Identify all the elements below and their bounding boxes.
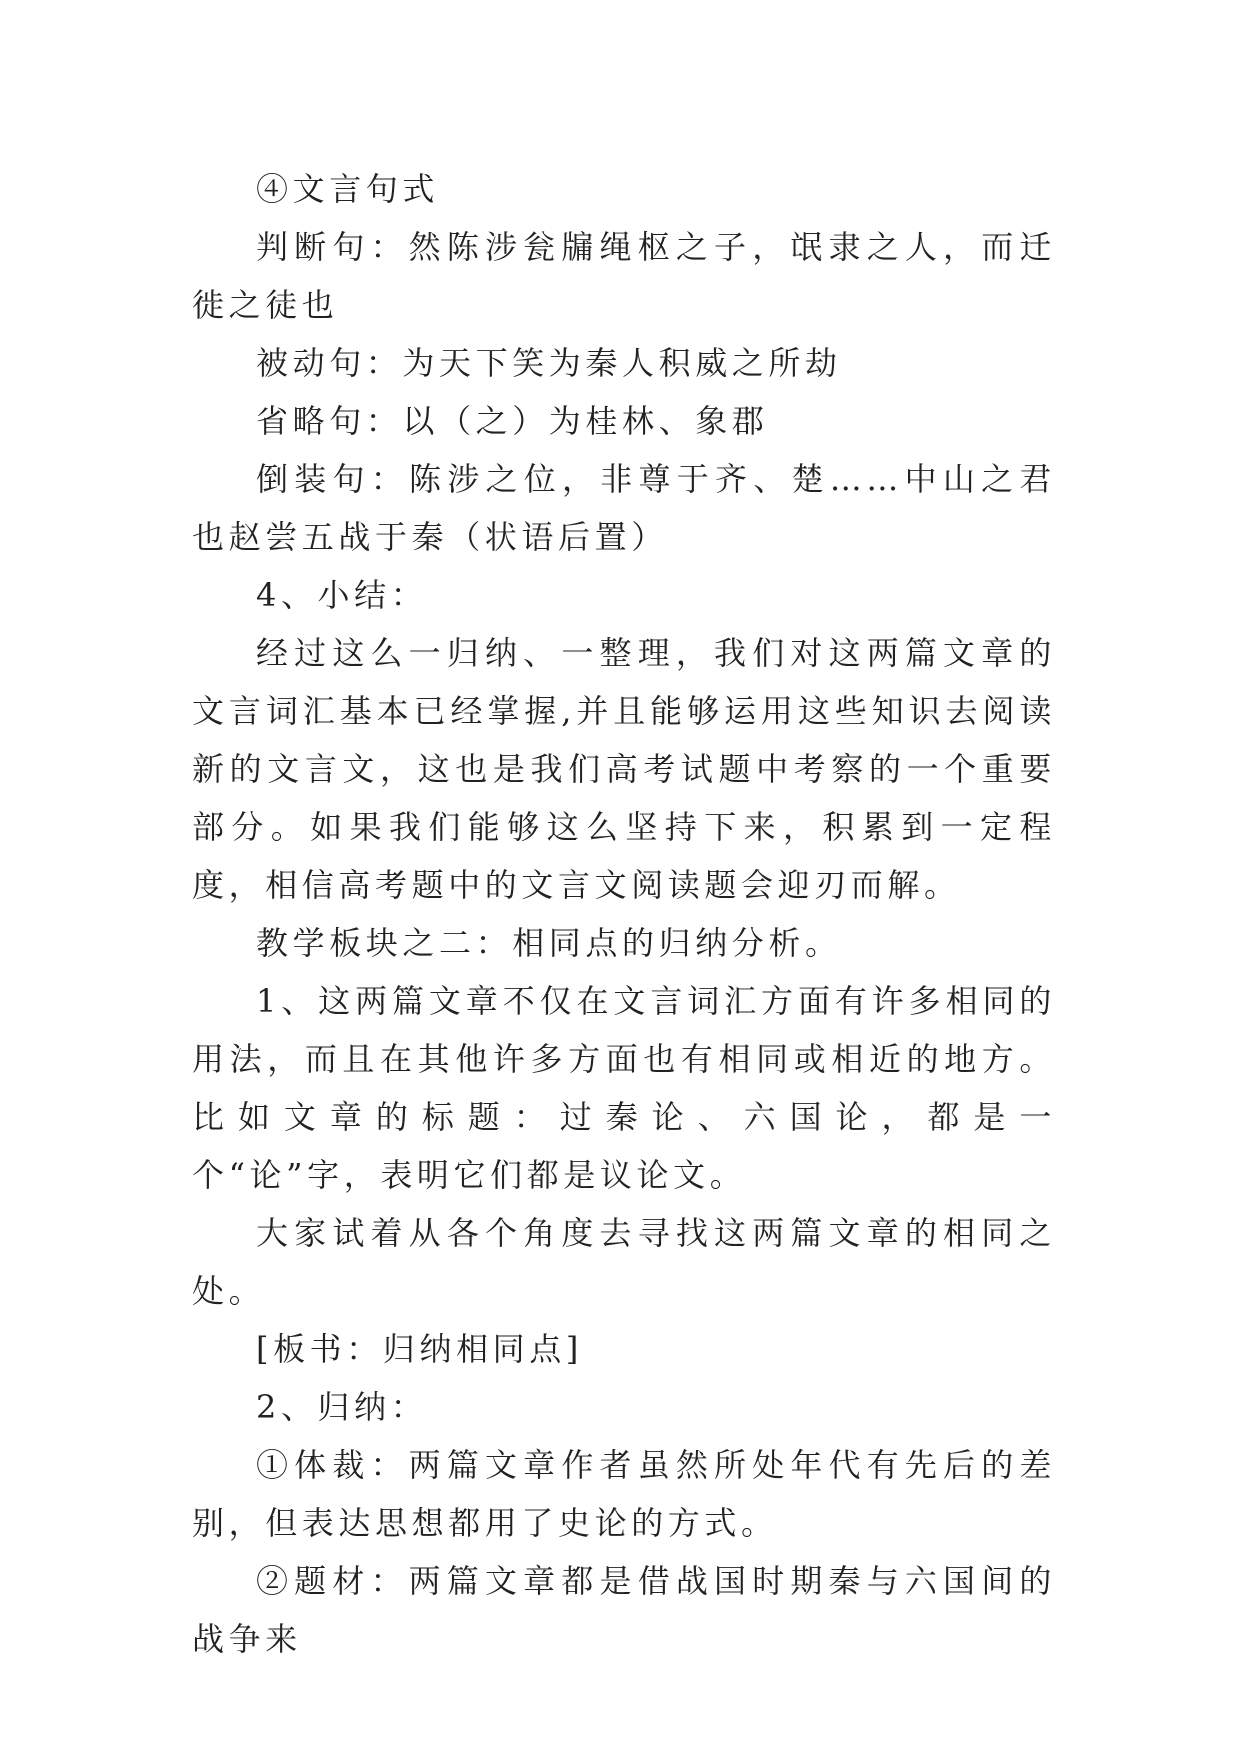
paragraph-genre: ①体裁：两篇文章作者虽然所处年代有先后的差别，但表达思想都用了史论的方式。: [192, 1446, 1056, 1542]
paragraph-teaching-section-two: 教学板块之二：相同点的归纳分析。: [256, 924, 842, 962]
paragraph-elliptical-sentence: 省略句：以（之）为桂林、象郡: [256, 402, 769, 440]
paragraph-subject-matter: ②题材：两篇文章都是借战国时期秦与六国间的战争来: [192, 1562, 1056, 1658]
paragraph-find-similarities: 大家试着从各个角度去寻找这两篇文章的相同之处。: [192, 1214, 1056, 1310]
paragraph-summary-heading: 4、小结：: [256, 576, 428, 614]
paragraph-point-one: 1、这两篇文章不仅在文言词汇方面有许多相同的用法，而且在其他许多方面也有相同或相近的地方。比如文章的标题：过秦论、六国论，都是一个“论”字，表明它们都是议论文。: [192, 982, 1056, 1194]
paragraph-conclusion-heading: 2、归纳：: [256, 1388, 428, 1426]
paragraph-passive-sentence: 被动句：为天下笑为秦人积威之所劫: [256, 344, 842, 382]
paragraph-inverted-sentence: 倒装句：陈涉之位，非尊于齐、楚……中山之君也赵尝五战于秦（状语后置）: [192, 460, 1056, 556]
document-body: [192, 160, 1056, 1668]
paragraph-sentence-patterns-heading: ④文言句式: [256, 170, 440, 208]
paragraph-summary-body: 经过这么一归纳、一整理，我们对这两篇文章的文言词汇基本已经掌握,并且能够运用这些知识去阅读新的文言文，这也是我们高考试题中考察的一个重要部分。如果我们能够这么坚持下来，积累到一定程度，相信高考题中的文言文阅读题会迎刃而解。: [192, 634, 1056, 904]
paragraph-board-note: [板书：归纳相同点]: [256, 1330, 583, 1368]
paragraph-judgment-sentence: 判断句：然陈涉瓮牖绳枢之子，氓隶之人，而迁徙之徒也: [192, 228, 1056, 324]
